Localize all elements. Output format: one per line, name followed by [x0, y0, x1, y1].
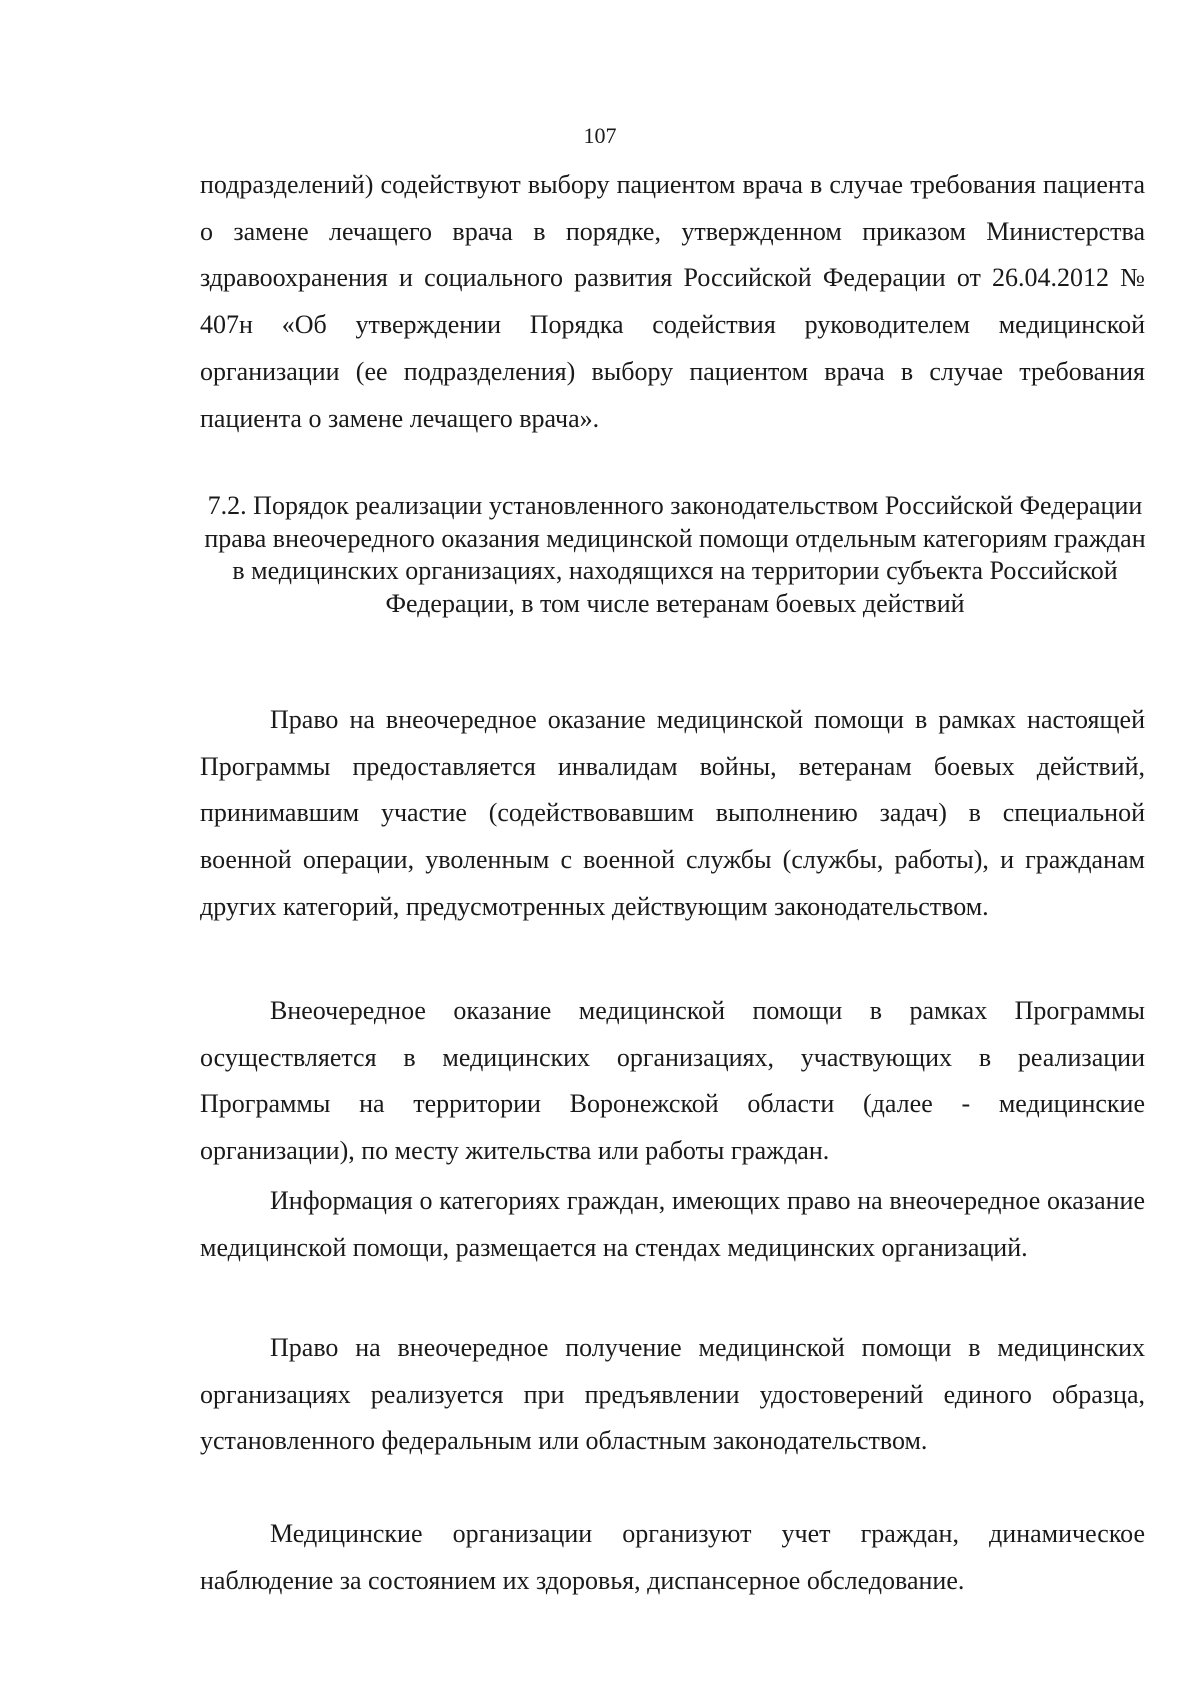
paragraph-4: Информация о категориях граждан, имеющих право на внеочередное оказание медицинской помощи, размещается на стендах медицинских организаций. [200, 1186, 1145, 1262]
paragraph-1: подразделений) содействуют выбору пациентом врача в случае требования пациента о замене лечащего врача в порядке, утвержденном приказом Министерства здравоохранения и социального развития Российской Федерации от 26.04.2012 № 407н «Об утверждении Порядка содействия руководителем медицинской организации (ее подразделения) выбору пациентом врача в случае требования пациента о замене лечащего врача». [200, 170, 1145, 433]
paragraph-block-3 [200, 988, 1145, 1175]
page-number: 107 [583, 123, 617, 148]
paragraph-3: Внеочередное оказание медицинской помощи в рамках Программы осуществляется в медицинских организациях, участвующих в реализации Программы на территории Воронежской области (далее - медицинские организации), по месту жительства или работы граждан. [200, 996, 1145, 1166]
paragraph-block-6 [200, 1511, 1145, 1604]
paragraph-2: Право на внеочередное оказание медицинской помощи в рамках настоящей Программы предоставляется инвалидам войны, ветеранам боевых действий, принимавшим участие (содействовавшим выполнению задач) в специальной военной операции, уволенным с военной службы (службы, работы), и гражданам других категорий, предусмотренных действующим законодательством. [200, 705, 1145, 921]
paragraph-block-2 [200, 697, 1145, 931]
paragraph-6: Медицинские организации организуют учет граждан, динамическое наблюдение за состоянием их здоровья, диспансерное обследование. [200, 1519, 1145, 1595]
paragraph-5: Право на внеочередное получение медицинской помощи в медицинских организациях реализуется при предъявлении удостоверений единого образца, установленного федеральным или областным законодательством. [200, 1333, 1145, 1456]
paragraph-block-5 [200, 1325, 1145, 1465]
section-heading: 7.2. Порядок реализации установленного законодательством Российской Федерации права внеочередного оказания медицинской помощи отдельным категориям граждан в медицинских организациях, находящихся на территории субъекта Российской Федерации, в том числе ветеранам боевых действий [204, 491, 1146, 618]
paragraph-block-1 [200, 162, 1145, 442]
paragraph-block-4 [200, 1178, 1145, 1271]
